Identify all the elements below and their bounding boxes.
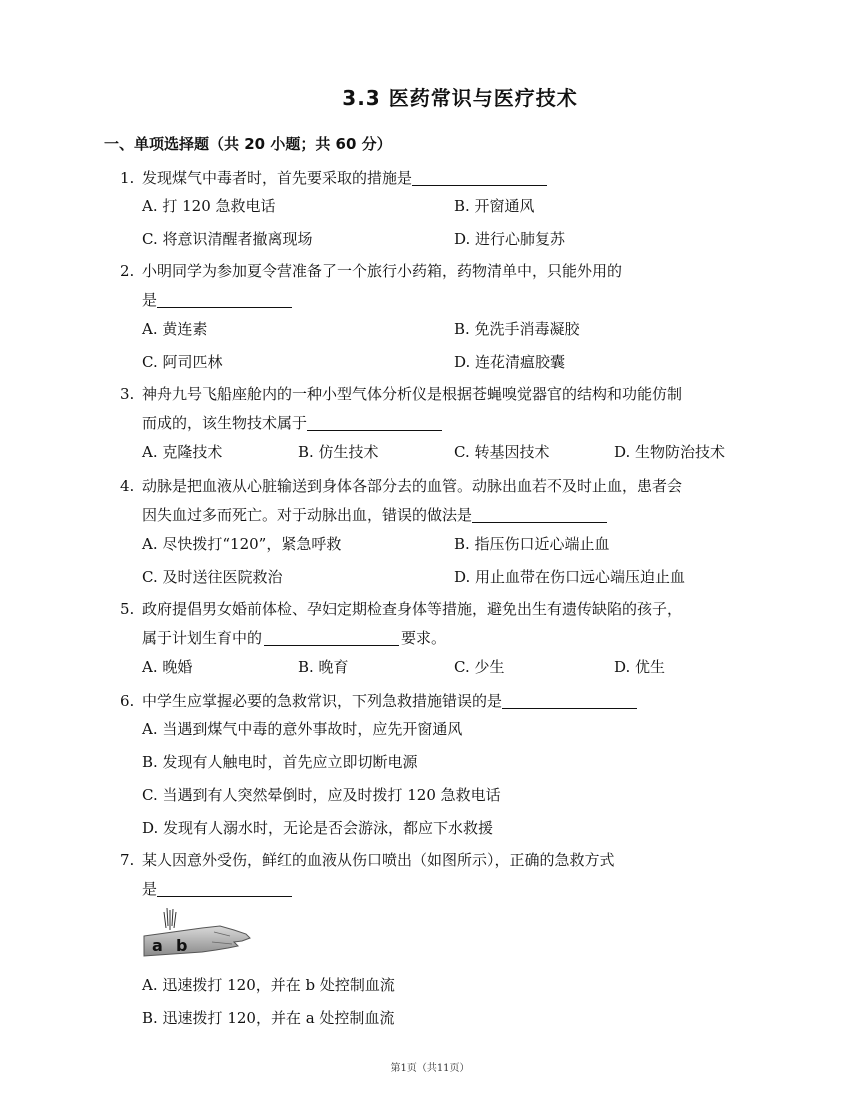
question-stem: 动脉是把血液从心脏输送到身体各部分去的血管。动脉出血若不及时止血，患者会	[142, 477, 683, 495]
label-b: b	[176, 936, 188, 955]
question-3	[120, 380, 760, 438]
option-b[interactable]: B. 发现有人触电时，首先应立即切断电源	[142, 753, 418, 771]
answer-blank[interactable]	[307, 414, 442, 431]
option-d[interactable]: D. 生物防治技术	[614, 443, 726, 461]
option-d[interactable]: D. 连花清瘟胶囊	[454, 353, 566, 371]
option-a[interactable]: A. 克隆技术	[142, 443, 223, 461]
question-stem-cont: 因失血过多而死亡。对于动脉出血，错误的做法是	[142, 506, 473, 524]
option-b[interactable]: B. 免洗手消毒凝胶	[454, 320, 580, 338]
question-stem-cont: 是	[142, 291, 158, 309]
option-c[interactable]: C. 及时送往医院救治	[142, 568, 283, 586]
option-a[interactable]: A. 当遇到煤气中毒的意外事故时，应先开窗通风	[142, 720, 463, 738]
question-stem: 中学生应掌握必要的急救常识，下列急救措施错误的是	[142, 692, 503, 710]
question-stem-cont: 属于计划生育中的	[142, 629, 263, 647]
option-d[interactable]: D. 发现有人溺水时，无论是否会游泳，都应下水救援	[142, 819, 494, 837]
wound-arm-figure	[142, 906, 252, 968]
option-d[interactable]: D. 优生	[614, 658, 666, 676]
option-d[interactable]: D. 用止血带在伤口远心端压迫止血	[454, 568, 686, 586]
option-b[interactable]: B. 晚育	[298, 658, 349, 676]
question-number: 4.	[120, 477, 135, 495]
option-a[interactable]: A. 晚婚	[142, 658, 193, 676]
answer-blank[interactable]	[264, 629, 399, 646]
option-c[interactable]: C. 少生	[454, 658, 505, 676]
option-a[interactable]: A. 尽快拨打“120”，紧急呼救	[142, 535, 342, 553]
question-number: 1.	[120, 169, 135, 187]
option-a[interactable]: A. 迅速拨打 120，并在 b 处控制血流	[142, 976, 395, 994]
option-b[interactable]: B. 开窗通风	[454, 197, 535, 215]
question-stem-cont: 而成的，该生物技术属于	[142, 414, 308, 432]
question-2	[120, 257, 760, 315]
question-4	[120, 472, 760, 530]
question-number: 6.	[120, 692, 135, 710]
question-1	[120, 164, 760, 193]
label-a: a	[152, 936, 163, 955]
option-b[interactable]: B. 迅速拨打 120，并在 a 处控制血流	[142, 1009, 395, 1027]
answer-blank[interactable]	[502, 692, 637, 709]
option-c[interactable]: C. 转基因技术	[454, 443, 550, 461]
section-heading: 一、单项选择题（共 20 小题；共 60 分）	[104, 135, 392, 153]
question-stem: 政府提倡男女婚前体检、孕妇定期检查身体等措施，避免出生有遗传缺陷的孩子，	[142, 600, 683, 618]
answer-blank[interactable]	[157, 880, 292, 897]
answer-blank[interactable]	[157, 291, 292, 308]
question-stem-end: 要求。	[401, 629, 447, 647]
question-stem: 神舟九号飞船座舱内的一种小型气体分析仪是根据苍蝇嗅觉器官的结构和功能仿制	[142, 385, 683, 403]
option-c[interactable]: C. 将意识清醒者撤离现场	[142, 230, 313, 248]
option-c[interactable]: C. 阿司匹林	[142, 353, 223, 371]
question-stem: 某人因意外受伤，鲜红的血液从伤口喷出（如图所示），正确的急救方式	[142, 851, 615, 869]
question-number: 7.	[120, 851, 135, 869]
question-7	[120, 846, 760, 904]
arm-illustration	[142, 906, 252, 964]
option-b[interactable]: B. 仿生技术	[298, 443, 379, 461]
question-number: 5.	[120, 600, 135, 618]
answer-blank[interactable]	[412, 169, 547, 186]
option-d[interactable]: D. 进行心肺复苏	[454, 230, 566, 248]
answer-blank[interactable]	[472, 506, 607, 523]
page-title: 3.3 医药常识与医疗技术	[342, 86, 578, 110]
option-a[interactable]: A. 黄连素	[142, 320, 208, 338]
page-footer: 第1页（共11页）	[390, 1063, 470, 1074]
question-stem: 小明同学为参加夏令营准备了一个旅行小药箱，药物清单中，只能外用的	[142, 262, 623, 280]
question-6	[120, 687, 760, 716]
question-number: 3.	[120, 385, 135, 403]
option-b[interactable]: B. 指压伤口近心端止血	[454, 535, 610, 553]
question-5	[120, 595, 760, 653]
question-stem-cont: 是	[142, 880, 158, 898]
option-c[interactable]: C. 当遇到有人突然晕倒时，应及时拨打 120 急救电话	[142, 786, 501, 804]
option-a[interactable]: A. 打 120 急救电话	[142, 197, 276, 215]
question-stem: 发现煤气中毒者时，首先要采取的措施是	[142, 169, 413, 187]
question-number: 2.	[120, 262, 135, 280]
